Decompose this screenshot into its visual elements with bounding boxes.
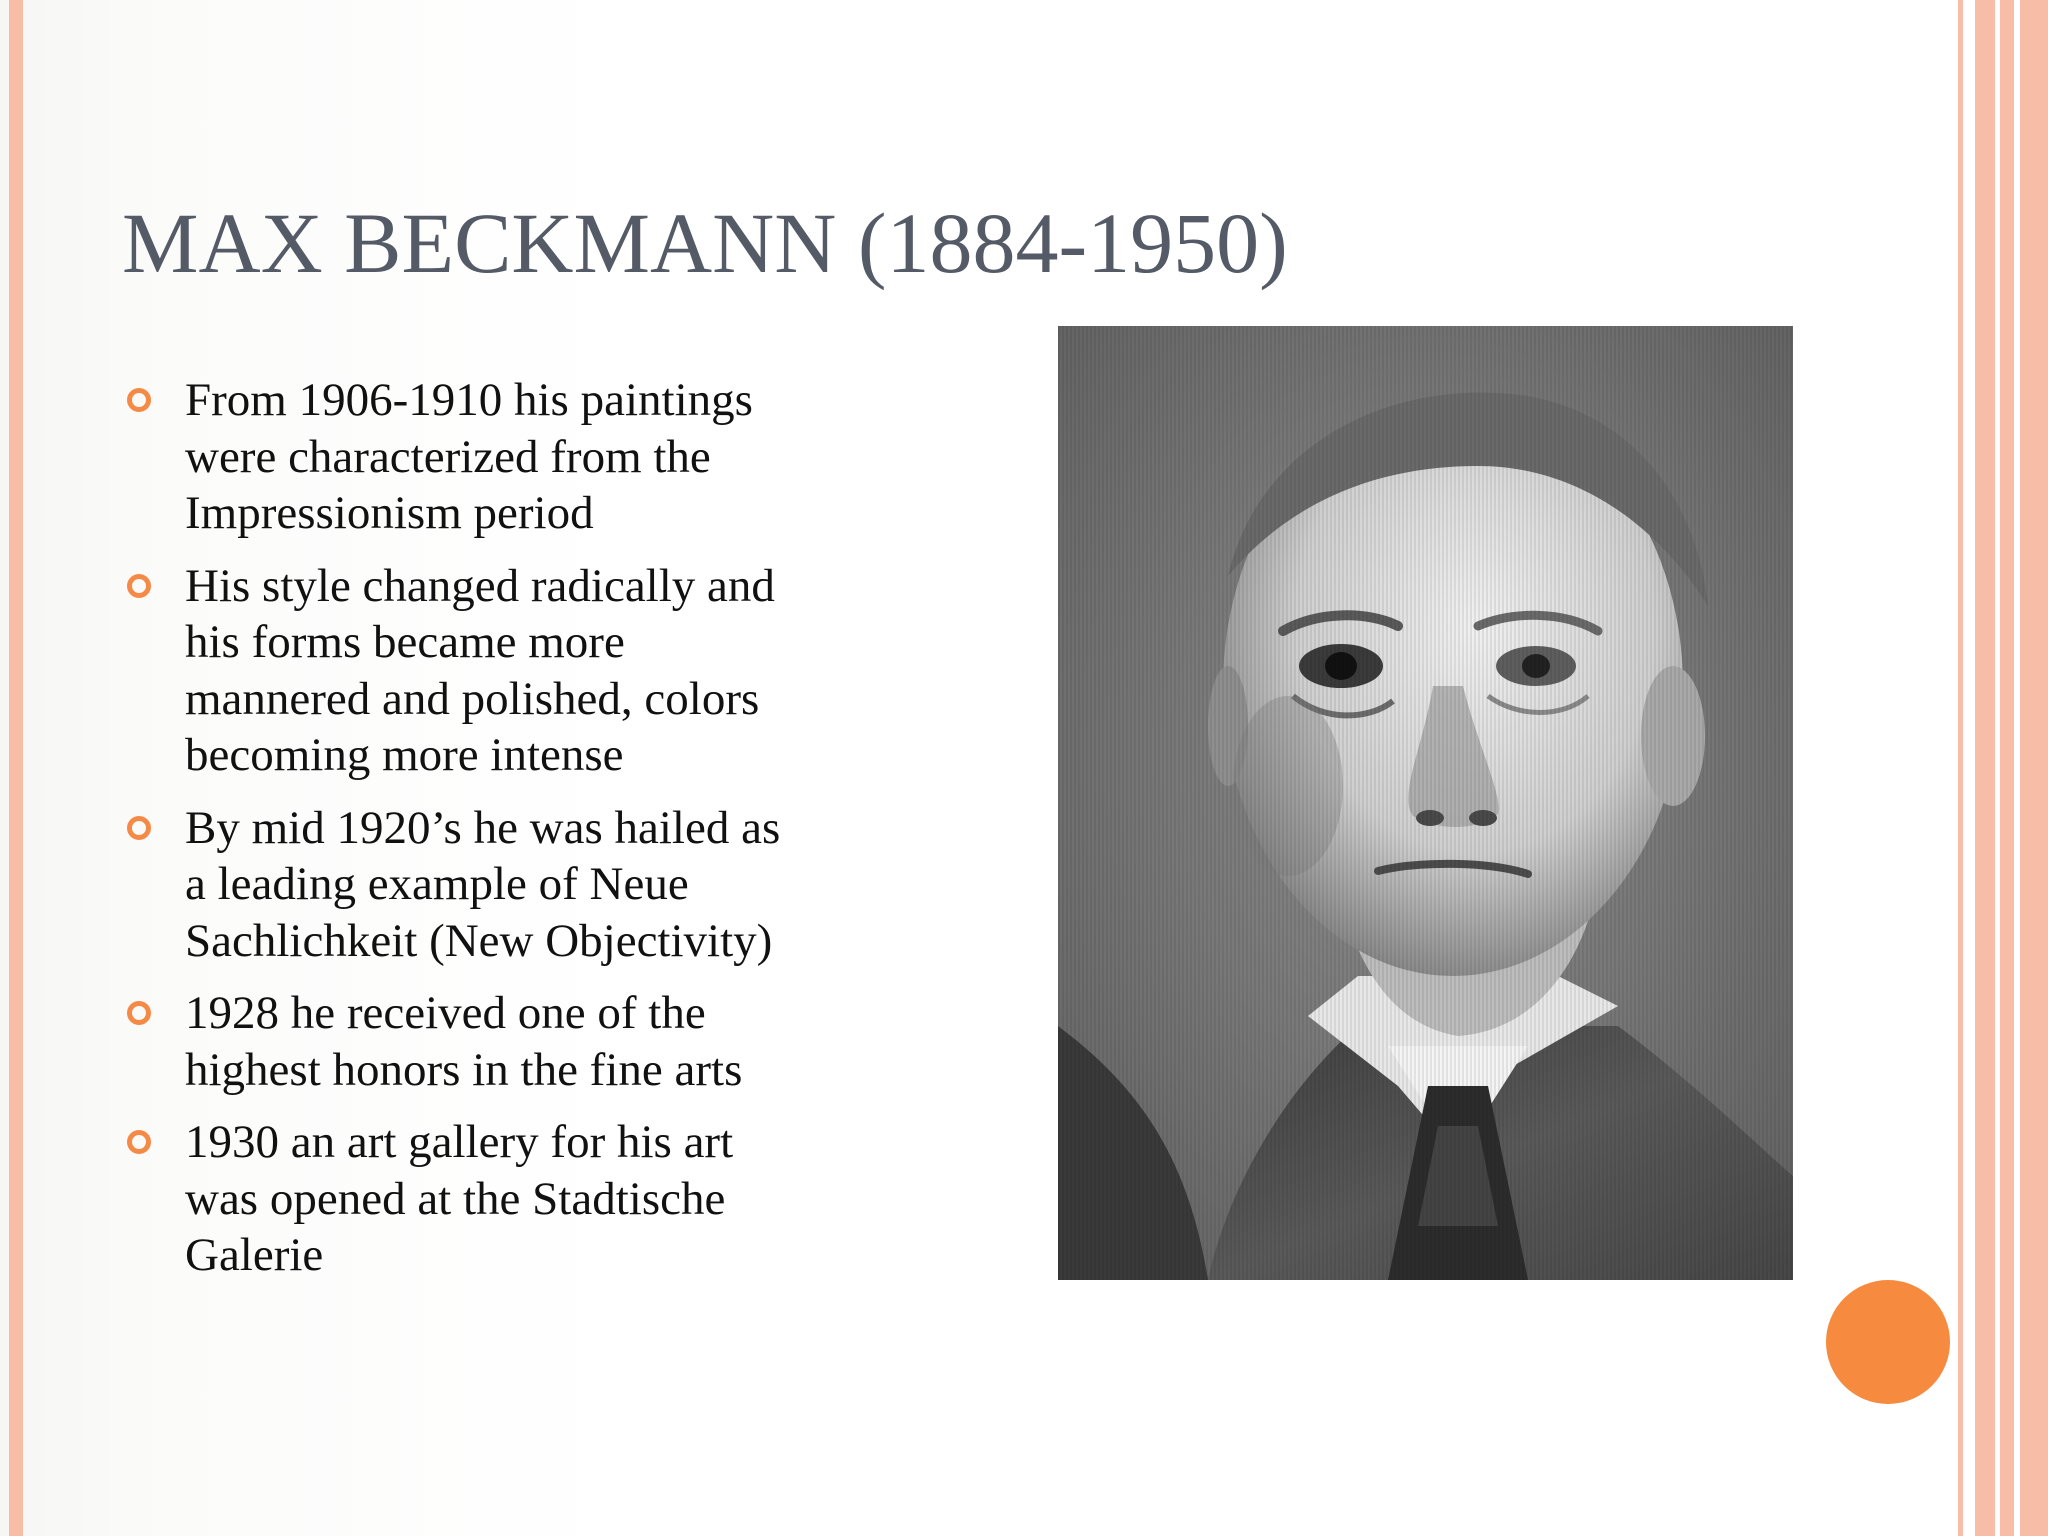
bullet-line: From 1906-1910 his paintings [185,374,753,426]
bullet-line: Sachlichkeit (New Objectivity) [185,914,773,967]
bullet-line: By mid 1920’s he was hailed as [185,801,781,854]
right-border-stripe [1975,0,1995,1536]
bullet-item [122,1114,922,1284]
ring-bullet-icon [127,1130,151,1154]
ring-bullet-icon [127,574,151,598]
ring-bullet-icon [127,388,151,412]
bullet-line: becoming more intense [185,729,624,781]
bullet-line: His style changed radically and [185,559,775,612]
bullet-item [122,800,922,970]
bullet-line: Impressionism period [185,487,594,539]
bullet-line: Galerie [185,1229,324,1281]
bullet-item [122,985,922,1098]
bullet-line: 1930 an art gallery for his art [185,1116,734,1168]
left-border-stripe [9,0,23,1536]
bullet-line: mannered and polished, colors [185,672,760,725]
bullet-line: 1928 he received one of the [185,987,706,1039]
right-border-stripe [2000,0,2014,1536]
bullet-line: were characterized from the [185,430,711,483]
bullet-line: highest honors in the fine arts [185,1043,743,1096]
ring-bullet-icon [127,1001,151,1025]
ring-bullet-icon [127,816,151,840]
bullet-item [122,558,922,784]
right-border-thin-line [1958,0,1963,1536]
right-border-stripe [2020,0,2048,1536]
bullet-line: was opened at the Stadtische [185,1172,726,1225]
bullet-list [122,372,922,1300]
bullet-line: a leading example of Neue [185,858,689,910]
bullet-item [122,372,922,542]
slide-title: MAX BECKMANN (1884-1950) [122,195,1288,291]
bullet-line: his forms became more [185,616,625,668]
accent-circle [1826,1280,1950,1404]
portrait-photo [1058,326,1793,1280]
